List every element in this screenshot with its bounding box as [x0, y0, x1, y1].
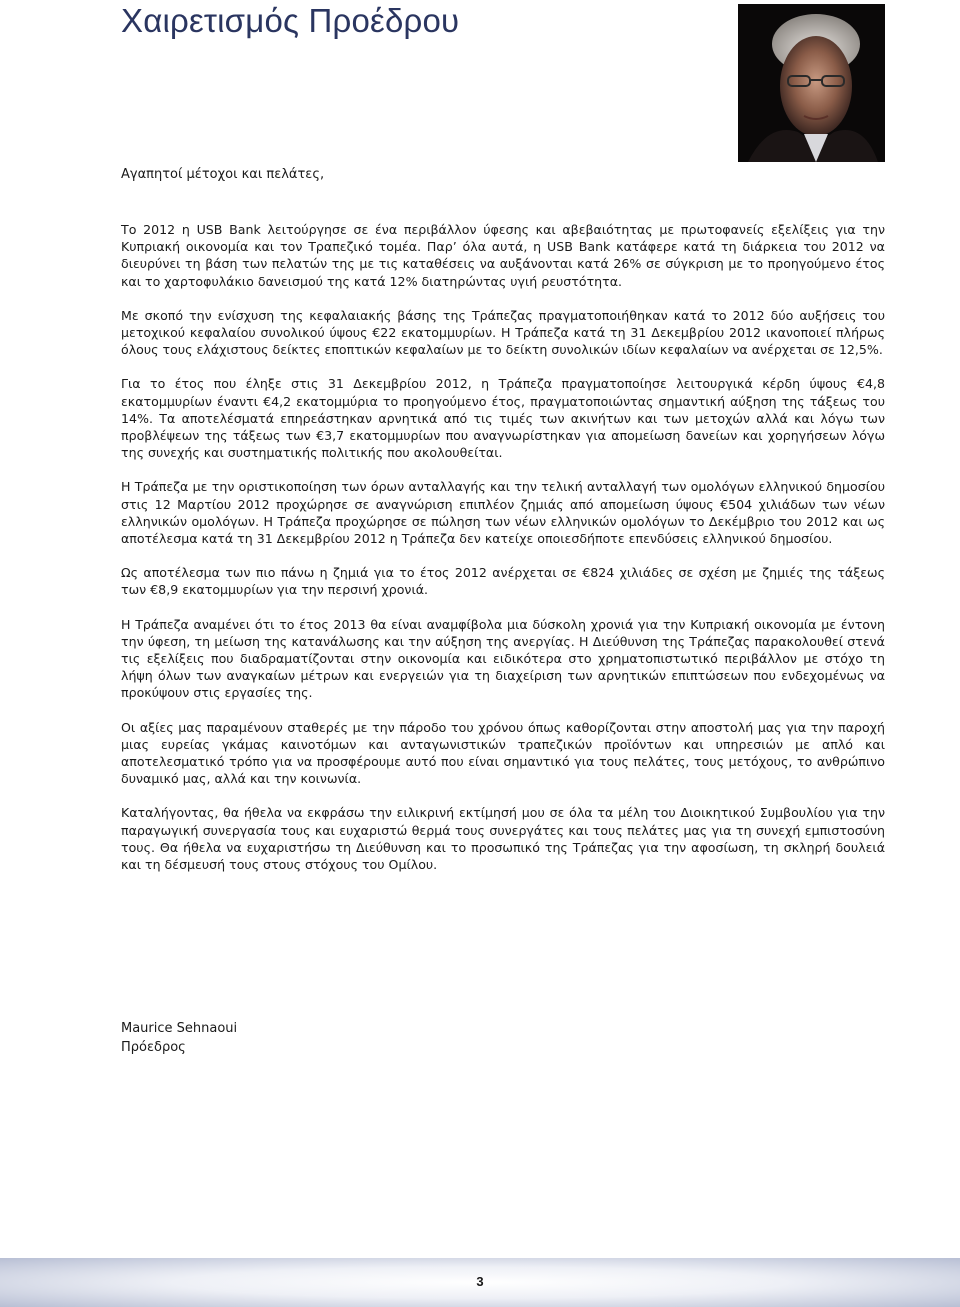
paragraph: Για το έτος που έληξε στις 31 Δεκεμβρίου 2012, η Τράπεζα πραγματοποίησε λειτουργικά κέρδη ύψους €4,8 εκατομμυρίων έναντι €4,2 εκατομμύρια το προηγούμενο έτος, πραγματοποιώντας σημαντική αύξηση της τάξεως του 14%. Τα αποτελέσματά επηρεάστηκαν αρνητικά από τις τιμές των ακινήτων και των μετοχών αλλά και λόγω των προβλέψεων της τάξεως των €3,7 εκατομμυρίων που αναγνωρίστηκαν για απομείωση δανείων και χορηγήσεων λόγω της συνεχής και συστηματικής πολιτικής που ακολουθείται.: [121, 376, 885, 461]
paragraph: Ως αποτέλεσμα των πιο πάνω η ζημιά για το έτος 2012 ανέρχεται σε €824 χιλιάδες σε σχέση με ζημιές της τάξεως των €8,9 εκατομμυρίων για την περσινή χρονιά.: [121, 565, 885, 598]
page-number: 3: [476, 1274, 484, 1289]
paragraph: Οι αξίες μας παραμένουν σταθερές με την πάροδο του χρόνου όπως καθορίζονται στην αποστολή μας για την παροχή μιας ευρείας γκάμας καινοτόμων και ανταγωνιστικών τραπεζικών προϊόντων και υπηρεσιών με απλό και αποτελεσματικό τρόπο για να προσφέρουμε αυτό που είναι σημαντικό για τους πελάτες, τους μετόχους, το ανθρώπινο δυναμικό μας, αλλά και την κοινωνία.: [121, 719, 885, 787]
signature-block: [121, 1019, 237, 1057]
signatory-name: Maurice Sehnaoui: [121, 1021, 238, 1036]
signatory-role: Πρόεδρος: [121, 1040, 186, 1055]
paragraph: Η Τράπεζα με την οριστικοποίηση των όρων ανταλλαγής και την τελική ανταλλαγή των ομολόγων ελληνικού δημοσίου στις 12 Μαρτίου 2012 προχώρησε σε αναγνώριση επιπλέον ζημιάς από απομείωση ύψους €504 χιλιάδων των νέων ελληνικών ομολόγων. Η Τράπεζα προχώρησε σε πώληση των νέων ελληνικών ομολόγων το Δεκέμβριο του 2012 και ως αποτέλεσμα κατά τη 31 Δεκεμβρίου 2012 η Τράπεζα δεν κατείχε οποιεσδήποτε επενδύσεις ελληνικού δημοσίου.: [121, 479, 885, 547]
page-title: Χαιρετισμός Προέδρου: [121, 2, 460, 39]
letter-body: [121, 221, 885, 890]
salutation: Αγαπητοί μέτοχοι και πελάτες,: [121, 167, 325, 182]
paragraph: Η Τράπεζα αναμένει ότι το έτος 2013 θα είναι αναμφίβολα μια δύσκολη χρονιά για την Κυπριακή οικονομία με έντονη την ύφεση, τη μείωση της κατανάλωσης και την αύξηση της ανεργίας. Η Διεύθυνση της Τράπεζας παρακολουθεί στενά τις εξελίξεις που διαδραματίζονται στην οικονομία και ειδικότερα στο χρηματοπιστωτικό περιβάλλον με στόχο τη λήψη όλων των αναγκαίων μέτρων και ενεργειών για τη διαχείριση των αρνητικών επιπτώσεων που ενδεχομένως να προκύψουν στις εργασίες της.: [121, 616, 885, 701]
chairman-portrait: [738, 4, 885, 162]
portrait-image: [738, 4, 885, 162]
paragraph: Το 2012 η USB Bank λειτούργησε σε ένα περιβάλλον ύφεσης και αβεβαιότητας με πρωτοφανείς εξελίξεις για την Κυπριακή οικονομία και τον Τραπεζικό τομέα. Παρ’ όλα αυτά, η USB Bank κατάφερε κατά τη διάρκεια του 2012 να διευρύνει τη βάση των πελατών της με τις καταθέσεις να αυξάνονται κατά 26% σε σύγκριση με το προηγούμενο έτος και το χαρτοφυλάκιο δανεισμού της κατά 12% διατηρώντας υγιή ρευστότητα.: [121, 222, 885, 289]
paragraph: Καταλήγοντας, θα ήθελα να εκφράσω την ειλικρινή εκτίμησή μου σε όλα τα μέλη του Διοικητικού Συμβουλίου για την παραγωγική συνεργασία τους και ευχαριστώ θερμά τους συνεργάτες και τους πελάτες μας για τη συνεχή εμπιστοσύνη τους. Θα ήθελα να ευχαριστήσω τη Διεύθυνση και το προσωπικό της Τράπεζας για την αφοσίωση, τη σκληρή δουλειά και τη δέσμευσή τους στους στόχους του Ομίλου.: [121, 805, 885, 873]
paragraph: Με σκοπό την ενίσχυση της κεφαλαιακής βάσης της Τράπεζας πραγματοποιήθηκαν κατά το 2012 δύο αυξήσεις του μετοχικού κεφαλαίου συνολικού ύψους €22 εκατομμυρίων. Η Τράπεζα κατά τη 31 Δεκεμβρίου 2012 ικανοποιεί πλήρως όλους τους ελάχιστους δείκτες εποπτικών κεφαλαίων με το δείκτη συνολικών ιδίων κεφαλαίων να ανέρχεται σε 12,5%.: [121, 307, 885, 358]
